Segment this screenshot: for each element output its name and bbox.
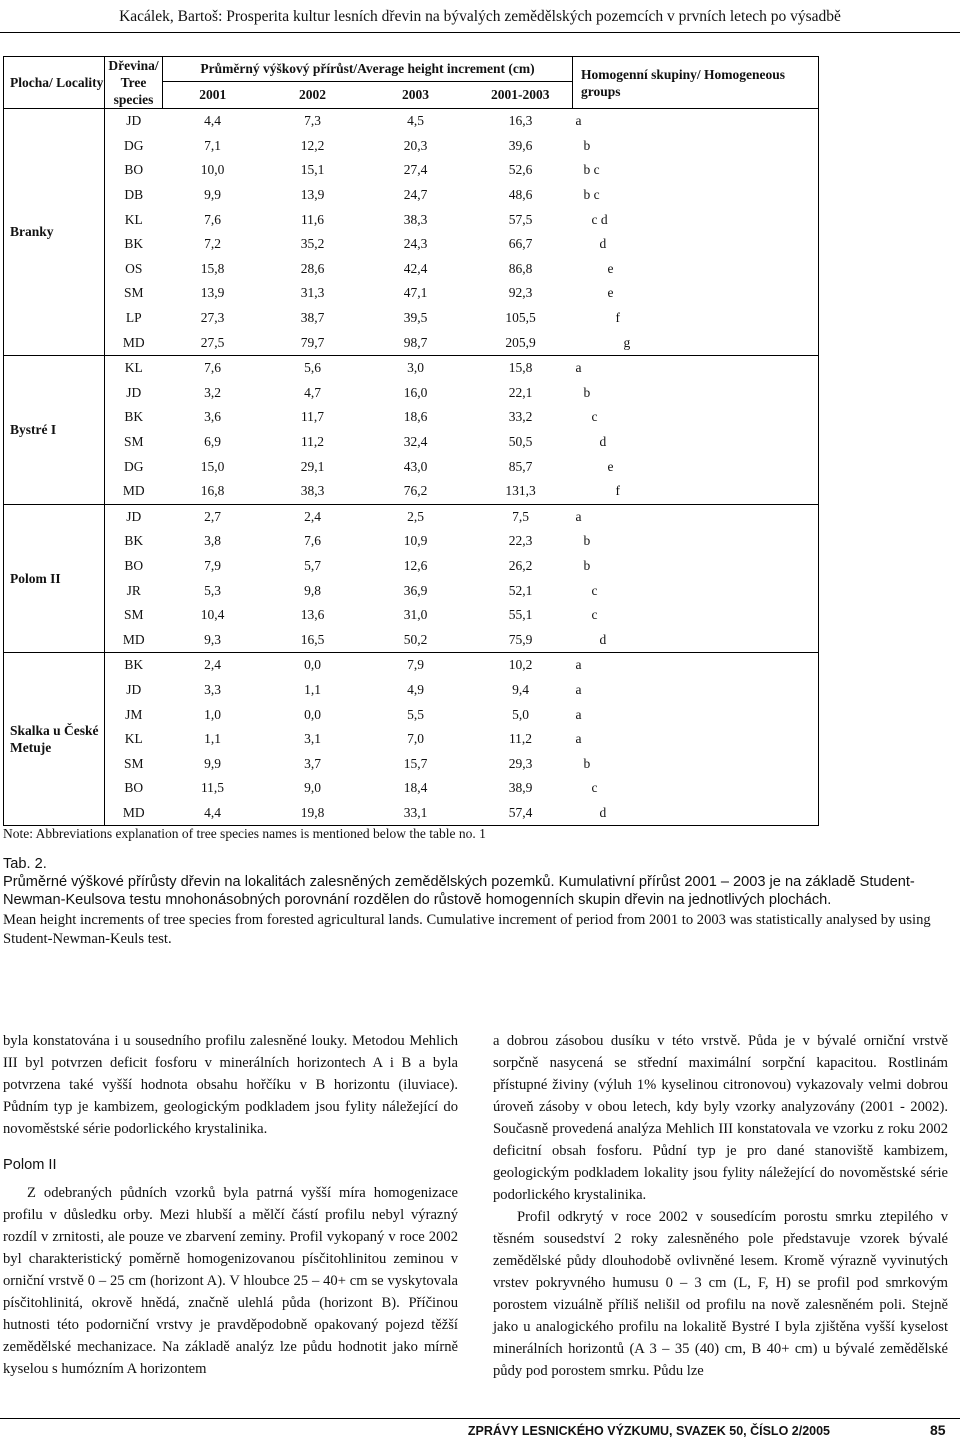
group-letter: c — [591, 607, 598, 623]
group-cell — [573, 554, 819, 579]
value-cell: 66,7 — [508, 236, 533, 252]
value-cell: 18,4 — [403, 780, 428, 796]
value-cell: 31,3 — [300, 285, 325, 301]
value-cell: 7,9 — [363, 653, 469, 678]
group-cell — [573, 678, 819, 703]
table-row — [4, 281, 819, 306]
value-cell: 55,1 — [508, 607, 533, 623]
value-cell: 13,6 — [300, 607, 325, 623]
year-header: 2001 — [163, 81, 263, 108]
species-cell: BK — [105, 405, 163, 430]
group-cell — [573, 702, 819, 727]
value-cell: 27,3 — [200, 310, 225, 326]
value-cell: 1,0 — [204, 706, 221, 722]
value-cell: 15,0 — [200, 458, 225, 474]
value-cell: 19,8 — [263, 801, 363, 826]
value-cell: 5,7 — [304, 557, 321, 573]
caption-english: Mean height increments of tree species from forested agricultural lands. Cumulative increment of period from 2001 to 2003 was statistically analysed by using Student-Newman-Keuls test. — [3, 912, 931, 947]
table-row — [4, 430, 819, 455]
table-row — [4, 405, 819, 430]
value-cell: 76,2 — [363, 479, 469, 504]
value-cell: 4,7 — [304, 384, 321, 400]
left-column — [3, 1030, 458, 1380]
species-cell: MD — [105, 479, 163, 504]
value-cell: 3,1 — [304, 731, 321, 747]
species-cell: OS — [105, 257, 163, 282]
table-row — [4, 603, 819, 628]
value-cell: 2,5 — [363, 504, 469, 529]
locality-header: Plocha/ Locality — [4, 57, 105, 109]
value-cell: 11,7 — [300, 409, 325, 425]
value-cell: 20,3 — [403, 137, 428, 153]
value-cell: 33,1 — [363, 801, 469, 826]
table-row — [4, 454, 819, 479]
value-cell: 2,4 — [163, 653, 263, 678]
value-cell: 27,5 — [163, 330, 263, 355]
value-cell: 2,4 — [263, 504, 363, 529]
value-cell: 0,0 — [263, 653, 363, 678]
table-row — [4, 232, 819, 257]
locality-cell: Bystré I — [4, 355, 105, 504]
table-row — [4, 727, 819, 752]
group-letter: a — [575, 706, 582, 722]
table-row — [4, 627, 819, 652]
group-cell — [573, 232, 819, 257]
table-row — [4, 578, 819, 603]
table-row — [4, 207, 819, 232]
table-row — [4, 109, 819, 134]
value-cell: 24,3 — [403, 236, 428, 252]
species-cell: BO — [105, 776, 163, 801]
value-cell: 7,9 — [204, 557, 221, 573]
value-cell: 0,0 — [304, 706, 321, 722]
value-cell: 86,8 — [508, 260, 533, 276]
value-cell: 98,7 — [363, 330, 469, 355]
value-cell: 11,6 — [300, 211, 325, 227]
species-cell: SM — [105, 751, 163, 776]
value-cell: 4,5 — [363, 109, 469, 134]
value-cell: 11,2 — [300, 434, 325, 450]
value-cell: 15,7 — [403, 755, 428, 771]
header-rule — [0, 32, 960, 33]
species-cell: JR — [105, 578, 163, 603]
value-cell: 6,9 — [204, 434, 221, 450]
value-cell: 105,5 — [505, 310, 536, 326]
value-cell: 52,1 — [508, 582, 533, 598]
value-cell: 15,8 — [469, 355, 573, 380]
table-row — [4, 504, 819, 529]
group-cell — [573, 405, 819, 430]
table-row — [4, 653, 819, 678]
value-cell: 48,6 — [508, 187, 533, 203]
value-cell: 5,5 — [407, 706, 424, 722]
table-row — [4, 529, 819, 554]
value-cell: 9,4 — [512, 681, 529, 697]
group-cell — [573, 479, 819, 504]
value-cell: 75,9 — [469, 627, 573, 652]
value-cell: 29,3 — [508, 755, 533, 771]
group-letter: a — [575, 731, 582, 747]
table-row — [4, 158, 819, 183]
value-cell: 11,2 — [508, 731, 533, 747]
group-cell — [573, 109, 819, 134]
value-cell: 22,3 — [508, 533, 533, 549]
value-cell: 57,5 — [508, 211, 533, 227]
right-column — [493, 1030, 948, 1382]
value-cell: 205,9 — [469, 330, 573, 355]
caption-label: Tab. 2. — [3, 856, 47, 872]
value-cell: 18,6 — [403, 409, 428, 425]
value-cell: 38,3 — [403, 211, 428, 227]
height-increment-table — [3, 56, 819, 826]
species-cell: BO — [105, 554, 163, 579]
value-cell: 50,2 — [363, 627, 469, 652]
value-cell: 5,3 — [204, 582, 221, 598]
table-row — [4, 306, 819, 331]
species-cell: KL — [105, 355, 163, 380]
value-cell: 27,4 — [403, 162, 428, 178]
species-cell: BK — [105, 529, 163, 554]
species-cell: DG — [105, 454, 163, 479]
increment-header: Průměrný výškový přírůst/Average height increment (cm) — [163, 57, 573, 82]
group-cell — [573, 504, 819, 529]
locality-cell: Polom II — [4, 504, 105, 653]
species-cell: MD — [105, 330, 163, 355]
value-cell: 9,0 — [304, 780, 321, 796]
species-cell: JD — [105, 381, 163, 406]
value-cell: 92,3 — [508, 285, 533, 301]
table-row — [4, 801, 819, 826]
value-cell: 10,4 — [200, 607, 225, 623]
species-cell: SM — [105, 430, 163, 455]
value-cell: 32,4 — [403, 434, 428, 450]
species-cell: DG — [105, 134, 163, 159]
value-cell: 15,8 — [200, 260, 225, 276]
table-note: Note: Abbreviations explanation of tree species names is mentioned below the table no. 1 — [3, 826, 486, 841]
group-cell — [573, 158, 819, 183]
value-cell: 3,0 — [363, 355, 469, 380]
value-cell: 10,2 — [469, 653, 573, 678]
value-cell: 131,3 — [469, 479, 573, 504]
table-row — [4, 330, 819, 355]
group-cell — [573, 751, 819, 776]
table-row — [4, 776, 819, 801]
value-cell: 42,4 — [403, 260, 428, 276]
table-row — [4, 134, 819, 159]
table-row — [4, 479, 819, 504]
value-cell: 12,2 — [300, 137, 325, 153]
paragraph: a dobrou zásobou dusíku v této vrstvě. Půda je v bývalé orniční vrstvě sorpčně nasycená se střední maximální sorpční kapacitou. Rostlinám přístupné živiny (výluh 1% kyselinou citronovou) vykazovaly velmi dobrou úroveň zásoby v obou letech, kdy byly vzorky analyzovány (2001 - 2002). Současně provedená analýza Mehlich III konstatovala ve vzorku z roku 2002 deficitní obsah fosforu. Půdní typ je pro dané stanoviště kambizem, geologickým podkladem lokality jsou fylity náležející do novoměstské série podorlického krystalinika. — [493, 1033, 948, 1203]
group-letter: e — [607, 285, 614, 301]
group-letter: d — [599, 236, 607, 252]
value-cell: 33,2 — [508, 409, 533, 425]
journal-footer: ZPRÁVY LESNICKÉHO VÝZKUMU, SVAZEK 50, ČÍSLO 2/2005 — [467, 1424, 830, 1438]
value-cell: 13,9 — [300, 187, 325, 203]
table-row — [4, 702, 819, 727]
group-letter: e — [607, 260, 614, 276]
value-cell: 38,9 — [508, 780, 533, 796]
value-cell: 38,7 — [300, 310, 325, 326]
value-cell: 85,7 — [508, 458, 533, 474]
value-cell: 7,6 — [204, 211, 221, 227]
group-cell — [573, 776, 819, 801]
species-cell: JM — [105, 702, 163, 727]
group-cell — [573, 355, 819, 380]
value-cell: 16,5 — [263, 627, 363, 652]
value-cell: 31,0 — [403, 607, 428, 623]
value-cell: 3,3 — [204, 681, 221, 697]
value-cell: 16,0 — [403, 384, 428, 400]
group-cell — [573, 529, 819, 554]
group-cell — [573, 257, 819, 282]
species-cell: MD — [105, 627, 163, 652]
value-cell: 39,5 — [403, 310, 428, 326]
table-row — [4, 678, 819, 703]
group-cell — [573, 801, 819, 826]
value-cell: 38,3 — [263, 479, 363, 504]
value-cell: 24,7 — [403, 187, 428, 203]
group-letter: a — [575, 113, 582, 129]
group-cell — [573, 727, 819, 752]
group-cell — [573, 653, 819, 678]
species-cell: JD — [105, 678, 163, 703]
value-cell: 3,2 — [204, 384, 221, 400]
species-cell: BK — [105, 653, 163, 678]
group-cell — [573, 207, 819, 232]
value-cell: 36,9 — [403, 582, 428, 598]
value-cell: 9,3 — [163, 627, 263, 652]
value-cell: 10,0 — [200, 162, 225, 178]
group-cell — [573, 183, 819, 208]
species-cell: KL — [105, 207, 163, 232]
value-cell: 50,5 — [508, 434, 533, 450]
value-cell: 29,1 — [300, 458, 325, 474]
group-cell — [573, 430, 819, 455]
value-cell: 7,6 — [163, 355, 263, 380]
year-header: 2003 — [363, 81, 469, 108]
value-cell: 43,0 — [403, 458, 428, 474]
value-cell: 57,4 — [469, 801, 573, 826]
group-letter: a — [575, 657, 582, 673]
value-cell: 12,6 — [403, 557, 428, 573]
value-cell: 1,1 — [304, 681, 321, 697]
group-cell — [573, 134, 819, 159]
value-cell: 52,6 — [508, 162, 533, 178]
value-cell: 35,2 — [300, 236, 325, 252]
group-letter: d — [599, 804, 607, 820]
value-cell: 2,7 — [163, 504, 263, 529]
value-cell: 5,0 — [512, 706, 529, 722]
group-letter: b — [583, 533, 591, 549]
running-header: Kacálek, Bartoš: Prosperita kultur lesních dřevin na bývalých zemědělských pozemcích v prvních letech po výsadbě — [119, 8, 841, 25]
value-cell: 28,6 — [300, 260, 325, 276]
value-cell: 3,8 — [204, 533, 221, 549]
value-cell: 4,9 — [407, 681, 424, 697]
year-header: 2001-2003 — [469, 81, 573, 108]
group-letter: b — [583, 557, 591, 573]
table-row — [4, 751, 819, 776]
group-cell — [573, 603, 819, 628]
value-cell: 11,5 — [200, 780, 225, 796]
value-cell: 10,9 — [403, 533, 428, 549]
value-cell: 16,3 — [469, 109, 573, 134]
group-letter: c — [591, 582, 598, 598]
locality-cell: Branky — [4, 109, 105, 356]
value-cell: 3,6 — [204, 409, 221, 425]
value-cell: 22,1 — [508, 384, 533, 400]
value-cell: 4,4 — [163, 109, 263, 134]
group-cell — [573, 627, 819, 652]
group-letter: b c — [583, 162, 600, 178]
value-cell: 7,3 — [263, 109, 363, 134]
value-cell: 7,5 — [469, 504, 573, 529]
caption-czech: Průměrné výškové přírůsty dřevin na lokalitách zalesněných zemědělských pozemků. Kumulativní přírůst 2001 – 2003 je na základě Student-Newman-Keulsova testu mnohonásobných porovnání rozdělen do růstově homogenních skupin dřevin na jednotlivých plochách. — [3, 874, 915, 908]
table-caption — [3, 855, 958, 949]
value-cell: 13,9 — [200, 285, 225, 301]
paragraph: Profil odkrytý v roce 2002 v sousedícím porostu smrku ztepilého v těsném sousedství 2 roky zalesněného pole představuje vzorek bývalé zemědělské půdy dlouhodobě ovlivněné lesem. Kromě výrazně vyvinutých vrstev pokryvného humusu 0 – 3 cm (L, F, H) se profil pod smrkovým porostem vizuálně příliš nelišil od profilu na nově zalesněném poli. Stejně jako u analogického profilu na lokalitě Bystré I byla zjištěna vyšší kyselost minerálních horizontů (A 3 – 35 (40) cm, B 40+ cm) u bývalé zemědělské půdy pod porostem smrku. Půdu lze — [493, 1209, 948, 1379]
group-cell — [573, 381, 819, 406]
locality-cell: Skalka u České Metuje — [4, 653, 105, 826]
group-letter: b — [583, 755, 591, 771]
footer-rule — [0, 1418, 960, 1419]
value-cell: 7,6 — [304, 533, 321, 549]
group-cell — [573, 330, 819, 355]
species-cell: SM — [105, 603, 163, 628]
group-letter: b c — [583, 187, 600, 203]
species-cell: DB — [105, 183, 163, 208]
value-cell: 4,4 — [163, 801, 263, 826]
group-cell — [573, 306, 819, 331]
paragraph: byla konstatována i u sousedního profilu zalesněné louky. Metodou Mehlich III byl potvrzen deficit fosforu v minerálních horizontech A i B a byla potvrzena také vyšší hodnota obsahu hořčíku v B horizontu (iluviace). Půdním typ je kambizem, geologickým podkladem jsou fylity náležející do novoměstské série podorlického krystalinika. — [3, 1033, 458, 1137]
group-cell — [573, 454, 819, 479]
value-cell: 39,6 — [508, 137, 533, 153]
group-letter: c — [591, 409, 598, 425]
species-cell: JD — [105, 504, 163, 529]
value-cell: 16,8 — [163, 479, 263, 504]
group-letter: a — [575, 508, 582, 524]
group-letter: d — [599, 434, 607, 450]
paragraph: Z odebraných půdních vzorků byla patrná vyšší míra homogenizace profilu v důsledku orby. Mezi hlubší a mělčí částí profilu nebyl výrazný rozdíl v zrnitosti, ale pouze ve zbarvení zeminy. Profil vykopaný v roce 2002 byl charakteristický poměrně homogenizovanou písčitohlinitou zeminou v orniční vrstvě 0 – 25 cm (horizont A). V hloubce 25 – 40+ cm se vyskytovala písčitohlinitá, okrově hnědá, značně ulehlá půda (horizont B). Příčinou hutnosti této podorniční vrstvy je pravděpodobně opakovaný pojezd těžší zemědělské mechanizace. Na základě analýz lze půdu hodnotit jako mírně kyselou s humózním A horizontem — [3, 1185, 458, 1377]
group-letter: c d — [591, 211, 608, 227]
group-letter: f — [615, 310, 620, 326]
group-letter: g — [623, 334, 631, 350]
value-cell: 3,7 — [304, 755, 321, 771]
table-row — [4, 257, 819, 282]
table-row — [4, 183, 819, 208]
group-letter: b — [583, 384, 591, 400]
page-number: 85 — [930, 1422, 946, 1438]
value-cell: 15,1 — [300, 162, 325, 178]
species-cell: KL — [105, 727, 163, 752]
value-cell: 26,2 — [508, 557, 533, 573]
section-heading: Polom II — [3, 1157, 57, 1173]
species-cell: BK — [105, 232, 163, 257]
table-row — [4, 381, 819, 406]
species-cell: JD — [105, 109, 163, 134]
value-cell: 7,2 — [204, 236, 221, 252]
group-letter: b — [583, 137, 591, 153]
value-cell: 9,9 — [204, 187, 221, 203]
groups-header: Homogenní skupiny/ Homogeneous groups — [573, 57, 819, 109]
table-row — [4, 355, 819, 380]
value-cell: 47,1 — [403, 285, 428, 301]
value-cell: 9,9 — [204, 755, 221, 771]
group-letter: d — [599, 631, 607, 647]
group-letter: a — [575, 360, 582, 376]
group-letter: a — [575, 681, 582, 697]
value-cell: 79,7 — [263, 330, 363, 355]
group-cell — [573, 578, 819, 603]
value-cell: 9,8 — [304, 582, 321, 598]
table-row — [4, 554, 819, 579]
species-cell: MD — [105, 801, 163, 826]
species-cell: SM — [105, 281, 163, 306]
group-letter: f — [615, 483, 620, 499]
group-letter: e — [607, 458, 614, 474]
value-cell: 1,1 — [204, 731, 221, 747]
group-cell — [573, 281, 819, 306]
value-cell: 7,1 — [204, 137, 221, 153]
group-letter: c — [591, 780, 598, 796]
species-header: Dřevina/ Tree species — [105, 57, 163, 109]
species-cell: BO — [105, 158, 163, 183]
year-header: 2002 — [263, 81, 363, 108]
species-cell: LP — [105, 306, 163, 331]
value-cell: 7,0 — [407, 731, 424, 747]
value-cell: 5,6 — [263, 355, 363, 380]
